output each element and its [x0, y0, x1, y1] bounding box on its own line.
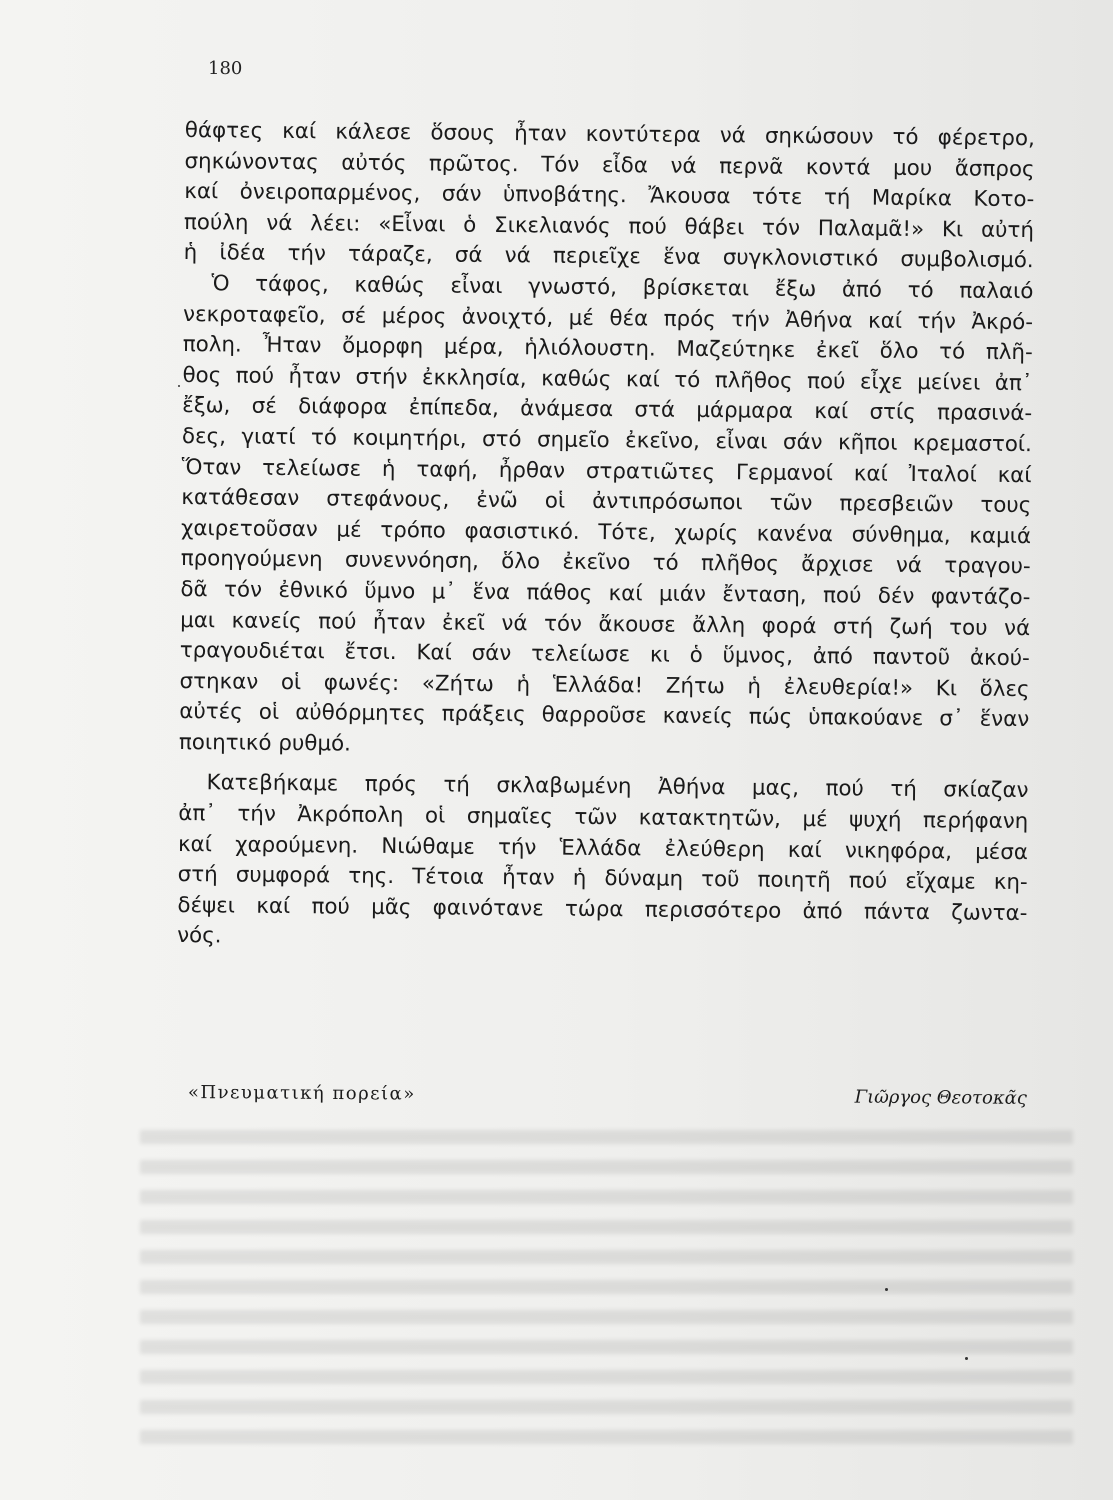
text-line: καί χαρούμενη. Νιώθαμε τήν Ἑλλάδα ἐλεύθερη καί νικηφόρα, μέσα — [177, 831, 1029, 865]
text-line: χαιρετοῦσαν μέ τρόπο φασιστικό. Τότε, χωρίς κανένα σύνθημα, καμιά — [180, 515, 1032, 549]
author-name: Γιῶργος Θεοτοκᾶς — [854, 1086, 1027, 1109]
page-number: 180 — [208, 58, 243, 79]
text-line: θος πού ἦταν στήν ἐκκλησία, καθώς καί τό πλῆθος πού εἶχε μείνει ἀπ᾽ — [182, 362, 1033, 396]
text-line: σηκώνοντας αὐτός πρῶτος. Τόν εἶδα νά περνᾶ κοντά μου ἄσπρος — [184, 148, 1035, 182]
text-line: στή συμφορά της. Τέτοια ἦταν ἡ δύναμη τοῦ ποιητῆ πού εἴχαμε κη- — [177, 862, 1028, 896]
text-line: ποιητικό ρυθμό. — [178, 729, 352, 757]
text-line: ἔξω, σέ διάφορα ἐπίπεδα, ἀνάμεσα στά μάρμαρα καί στίς πρασινά- — [182, 393, 1033, 427]
text-line: προηγούμενη συνεννόηση, ὅλο ἐκεῖνο τό πλῆθος ἄρχισε νά τραγου- — [180, 546, 1031, 580]
paper-speck — [178, 385, 180, 387]
paper-speck — [885, 1288, 888, 1291]
text-line: τραγουδιέται ἔτσι. Καί σάν τελείωσε κι ὁ ὕμνος, ἀπό παντοῦ ἀκού- — [179, 638, 1030, 672]
text-line: μαι κανείς πού ἦταν ἐκεῖ νά τόν ἄκουσε ἄλλη φορά στή ζωή του νά — [180, 607, 1031, 641]
text-line: κατάθεσαν στεφάνους, ἐνῶ οἱ ἀντιπρόσωποι τῶν πρεσβειῶν τους — [181, 485, 1032, 519]
body-text — [177, 116, 1035, 960]
text-line: στηκαν οἱ φωνές: «Ζήτω ἡ Ἑλλάδα! Ζήτω ἡ ἐλευθερία!» Κι ὅλες — [179, 668, 1030, 702]
text-line: νός. — [177, 923, 222, 949]
text-line: Κατεβήκαμε πρός τή σκλαβωμένη Ἀθήνα μας, πού τή σκίαζαν — [206, 770, 1029, 804]
paper-speck — [965, 1357, 968, 1360]
text-line: πούλη νά λέει: «Εἶναι ὁ Σικελιανός πού θάβει τόν Παλαμᾶ!» Κι αὐτή — [183, 209, 1035, 243]
text-line: αὐτές οἱ αὐθόρμητες πράξεις θαρροῦσε κανείς πώς ὑπακούανε σ᾽ ἕναν — [179, 699, 1030, 733]
source-title: «Πνευματική πορεία» — [187, 1082, 416, 1105]
text-line: ἀπ᾽ τήν Ἀκρόπολη οἱ σημαῖες τῶν κατακτητῶν, μέ ψυχή περήφανη — [178, 801, 1029, 835]
text-line: δες, γιατί τό κοιμητήρι, στό σημεῖο ἐκεῖνο, εἶναι σάν κῆποι κρεμαστοί. — [181, 423, 1033, 458]
text-line: δέψει καί πού μᾶς φαινότανε τώρα περισσότερο ἀπό πάντα ζωντα- — [177, 892, 1028, 926]
text-line: Ὁ τάφος, καθώς εἶναι γνωστό, βρίσκεται ἔξω ἀπό τό παλαιό — [211, 271, 1034, 305]
text-line: καί ὀνειροπαρμένος, σάν ὑπνοβάτης. Ἄκουσα τότε τή Μαρίκα Κοτο- — [184, 179, 1035, 213]
text-line: ἡ ἰδέα τήν τάραζε, σά νά περιεῖχε ἕνα συγκλονιστικό συμβολισμό. — [183, 240, 1034, 274]
text-line: Ὅταν τελείωσε ἡ ταφή, ἦρθαν στρατιῶτες Γερμανοί καί Ἰταλοί καί — [181, 454, 1032, 488]
text-line: θάφτες καί κάλεσε ὅσους ἦταν κοντύτερα νά σηκώσουν τό φέρετρο, — [184, 117, 1035, 152]
show-through-text — [140, 1130, 1073, 1460]
attribution — [188, 1082, 1027, 1109]
text-line: νεκροταφεῖο, σέ μέρος ἀνοιχτό, μέ θέα πρός τήν Ἀθήνα καί τήν Ἀκρό- — [182, 301, 1034, 335]
text-line: πολη. Ἦταν ὄμορφη μέρα, ἡλιόλουστη. Μαζεύτηκε ἐκεῖ ὅλο τό πλῆ- — [182, 332, 1033, 366]
text-line: δᾶ τόν ἐθνικό ὕμνο μ᾽ ἕνα πάθος καί μιάν ἔνταση, πού δέν φαντάζο- — [180, 576, 1031, 611]
